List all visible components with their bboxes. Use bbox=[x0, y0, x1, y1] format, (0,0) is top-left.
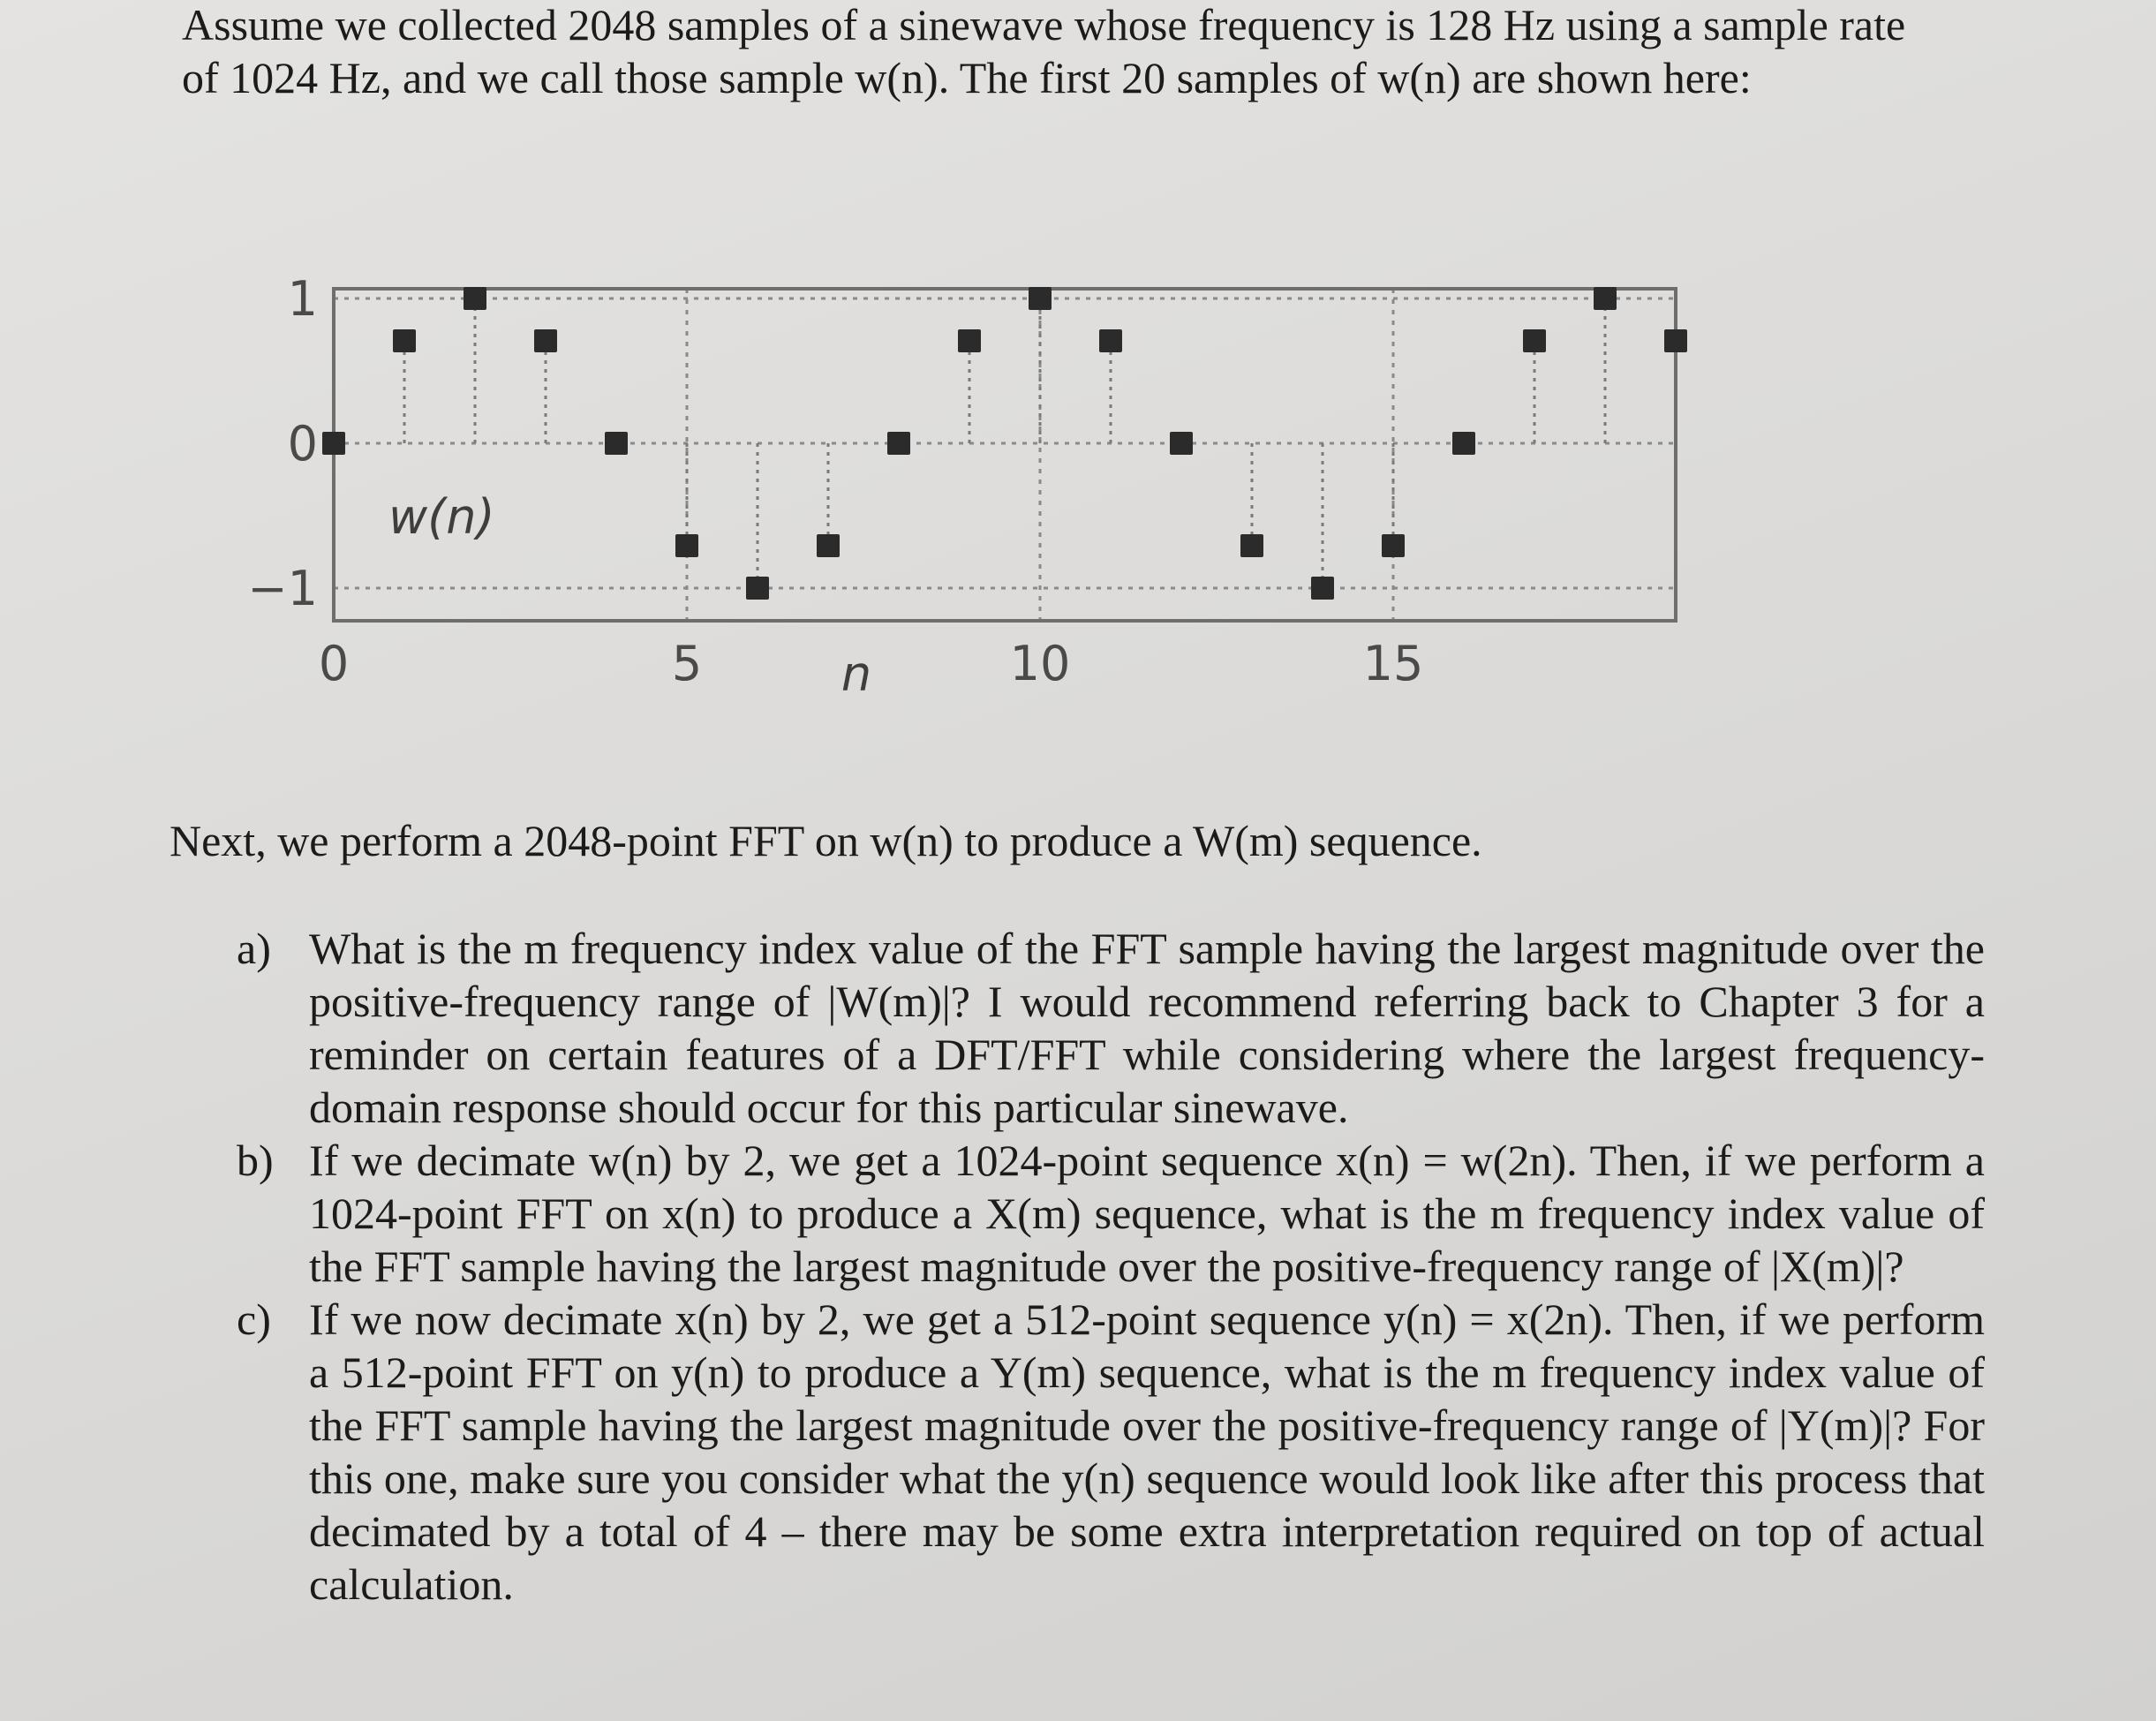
sample-marker bbox=[1099, 329, 1122, 352]
sample-marker bbox=[746, 577, 769, 600]
question-b-marker: b) bbox=[237, 1136, 274, 1185]
sample-marker bbox=[1452, 432, 1475, 455]
x-tick-label: 15 bbox=[1362, 636, 1424, 691]
question-c bbox=[237, 1293, 1985, 1611]
question-a-marker: a) bbox=[237, 924, 271, 973]
x-tick-label: 10 bbox=[1009, 636, 1071, 691]
intro-line-2: of 1024 Hz, and we call those sample w(n). The first 20 samples of w(n) are shown here: bbox=[182, 53, 1752, 102]
sample-marker bbox=[534, 329, 557, 352]
sample-marker bbox=[887, 432, 910, 455]
series-label: w(n) bbox=[388, 489, 495, 545]
question-b-text: If we decimate w(n) by 2, we get a 1024-point sequence x(n) = w(2n). Then, if we perform a 1024-point FFT on x(n) to produce a X(m) sequence, what is the m frequency index value of the FFT sample having the largest magnitude over the positive-frequency range of |X(m)|? bbox=[309, 1136, 1985, 1291]
question-c-text: If we now decimate x(n) by 2, we get a 512-point sequence y(n) = x(2n). Then, if we perform a 512-point FFT on y(n) to produce a Y(m) sequence, what is the m frequency index value of the FFT sample having the largest magnitude over the positive-frequency range of |Y(m)|? For this one, make sure you consider what the y(n) sequence would look like after this process that decimated by a total of 4 – there may be some extra interpretation required on top of actual calculation. bbox=[309, 1295, 1985, 1609]
x-axis-label: n bbox=[841, 646, 872, 702]
question-a-text: What is the m frequency index value of the FFT sample having the largest magnitude over the positive-frequency range of |W(m)|? I would recommend referring back to Chapter 3 for a reminder on certain features of a DFT/FFT while considering where the largest frequency-domain response should occur for this particular sinewave. bbox=[309, 924, 1985, 1132]
intro-line-1: Assume we collected 2048 samples of a sinewave whose frequency is 128 Hz using a sample rate bbox=[182, 0, 1906, 49]
question-a bbox=[237, 922, 1985, 1134]
sample-marker bbox=[675, 534, 698, 557]
sample-marker bbox=[958, 329, 981, 352]
question-list bbox=[237, 922, 1985, 1611]
sample-marker bbox=[1382, 534, 1405, 557]
sample-marker bbox=[464, 287, 486, 310]
sample-marker bbox=[605, 432, 628, 455]
sample-marker bbox=[1664, 329, 1687, 352]
plot-canvas bbox=[0, 0, 2156, 724]
question-b bbox=[237, 1134, 1985, 1293]
wn-stem-plot bbox=[0, 0, 2156, 724]
tick-labels bbox=[247, 271, 1423, 691]
sample-marker bbox=[1029, 287, 1052, 310]
sample-marker bbox=[322, 432, 345, 455]
sample-marker bbox=[393, 329, 416, 352]
x-tick-label: 5 bbox=[671, 636, 703, 691]
y-tick-label: −1 bbox=[247, 561, 318, 616]
sample-marker bbox=[1594, 287, 1617, 310]
y-tick-label: 0 bbox=[287, 416, 318, 472]
question-c-marker: c) bbox=[237, 1295, 271, 1344]
y-tick-label: 1 bbox=[287, 271, 318, 327]
sample-marker bbox=[1523, 329, 1546, 352]
sample-marker bbox=[1240, 534, 1263, 557]
x-tick-label: 0 bbox=[318, 636, 350, 691]
next-paragraph: Next, we perform a 2048-point FFT on w(n) to produce a W(m) sequence. bbox=[170, 816, 1482, 865]
sample-marker bbox=[1170, 432, 1193, 455]
sample-marker bbox=[1311, 577, 1334, 600]
sample-marker bbox=[817, 534, 840, 557]
